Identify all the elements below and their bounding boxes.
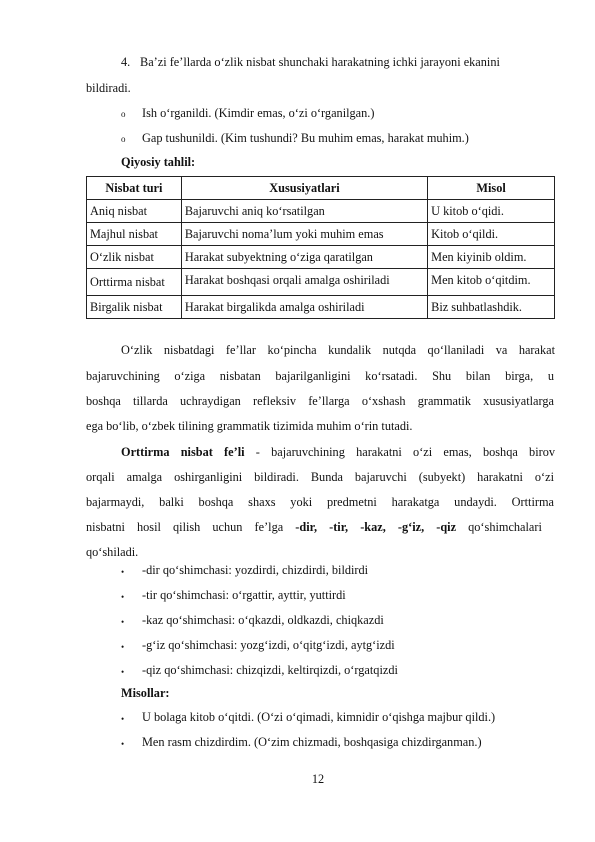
comparison-heading: Qiyosiy tahlil: [121, 155, 196, 169]
paragraph-line: O‘zlik nisbatdagi fe’llar ko‘pincha kundalik nutqda qo‘llaniladi va harakat [121, 343, 555, 357]
table-cell: Biz suhbatlashdik. [428, 296, 555, 319]
examples-heading: Misollar: [121, 686, 170, 700]
table-header-row [87, 177, 555, 200]
list-item: -qiz qo‘shimchasi: chizqizdi, keltirqizdi, o‘rgatqizdi [142, 663, 398, 677]
paragraph-line: ega bo‘lib, o‘zbek tilining grammatik tizimida muhim o‘rin tutadi. [86, 419, 413, 433]
table-header-cell: Nisbat turi [87, 177, 182, 200]
table-cell: Harakat boshqasi orqali amalga oshiriladi [181, 269, 427, 296]
paragraph-line [121, 442, 555, 463]
bullet-icon: • [121, 642, 125, 652]
bullet-icon: • [121, 567, 125, 577]
table-cell: Aniq nisbat [87, 200, 182, 223]
list-number: 4. [121, 55, 131, 69]
bullet-icon: • [121, 592, 125, 602]
table-cell: Men kitob o‘qitdim. [428, 269, 555, 296]
table-cell: Men kiyinib oldim. [428, 246, 555, 269]
table-cell: Orttirma nisbat [87, 269, 182, 296]
table-cell: Majhul nisbat [87, 223, 182, 246]
paragraph-line [86, 517, 554, 538]
table-cell: Harakat subyektning o‘ziga qaratilgan [181, 246, 427, 269]
list-item: U bolaga kitob o‘qitdi. (O‘zi o‘qimadi, kimnidir o‘qishga majbur qildi.) [142, 710, 496, 724]
list-item: -g‘iz qo‘shimchasi: yozg‘izdi, o‘qitg‘izdi, aytg‘izdi [142, 638, 395, 652]
bullet-icon: • [121, 714, 125, 724]
bullet-icon: • [121, 739, 125, 749]
paragraph-line: bajaruvchining o‘ziga nisbatan bajarilganligini ko‘rsatadi. Shu bilan birga, u [86, 369, 554, 383]
suffix-list: -dir, -tir, -kaz, -g‘iz, -qiz [295, 520, 457, 534]
circle-bullet-icon: o [121, 109, 126, 119]
table-row [87, 223, 555, 246]
table-header-cell: Xususiyatlari [181, 177, 427, 200]
table-cell: U kitob o‘qidi. [428, 200, 555, 223]
paragraph-line: bajarmaydi, balki boshqa shaxs yoki predmetni harakatga undaydi. Orttirma [86, 495, 554, 509]
table-cell: O‘zlik nisbat [87, 246, 182, 269]
paragraph-text: nisbatni hosil qilish uchun fe’lga [86, 520, 296, 534]
paragraph-text: qo‘shimchalari [456, 520, 542, 534]
circle-list-item: Gap tushunildi. (Kim tushundi? Bu muhim emas, harakat muhim.) [142, 131, 469, 145]
paragraph-line: orqali amalga oshirganligini bildiradi. Bunda bajaruvchi (subyekt) harakatni o‘zi [86, 470, 554, 484]
bullet-icon: • [121, 617, 125, 627]
table-cell: Bajaruvchi aniq ko‘rsatilgan [181, 200, 427, 223]
table-cell: Birgalik nisbat [87, 296, 182, 319]
table-row [87, 269, 555, 296]
page-number: 12 [311, 772, 325, 786]
table-cell: Harakat birgalikda amalga oshiriladi [181, 296, 427, 319]
table-cell: Bajaruvchi noma’lum yoki muhim emas [181, 223, 427, 246]
list-item: -kaz qo‘shimchasi: o‘qkazdi, oldkazdi, chiqkazdi [142, 613, 384, 627]
paragraph-line: qo‘shiladi. [86, 545, 139, 559]
item4-line2: bildiradi. [86, 81, 131, 95]
term-highlight: Orttirma nisbat fe’li [121, 445, 245, 459]
circle-list-item: Ish o‘rganildi. (Kimdir emas, o‘zi o‘rganilgan.) [142, 106, 375, 120]
bullet-icon: • [121, 667, 125, 677]
paragraph-text: - bajaruvchining harakatni o‘zi emas, boshqa birov [244, 445, 555, 459]
table-row [87, 246, 555, 269]
table-row [87, 200, 555, 223]
comparison-table [86, 176, 555, 319]
item4-line1: Ba’zi fe’llarda o‘zlik nisbat shunchaki harakatning ichki jarayoni ekanini [140, 55, 500, 69]
list-item: -dir qo‘shimchasi: yozdirdi, chizdirdi, bildirdi [142, 563, 369, 577]
list-item: -tir qo‘shimchasi: o‘rgattir, ayttir, yuttirdi [142, 588, 346, 602]
table-header-cell: Misol [428, 177, 555, 200]
list-item: Men rasm chizdirdim. (O‘zim chizmadi, boshqasiga chizdirganman.) [142, 735, 482, 749]
circle-bullet-icon: o [121, 134, 126, 144]
table-row [87, 296, 555, 319]
table-cell: Kitob o‘qildi. [428, 223, 555, 246]
paragraph-line: boshqa tillarda uchraydigan refleksiv fe’llarga o‘xshash grammatik xususiyatlarga [86, 394, 554, 408]
